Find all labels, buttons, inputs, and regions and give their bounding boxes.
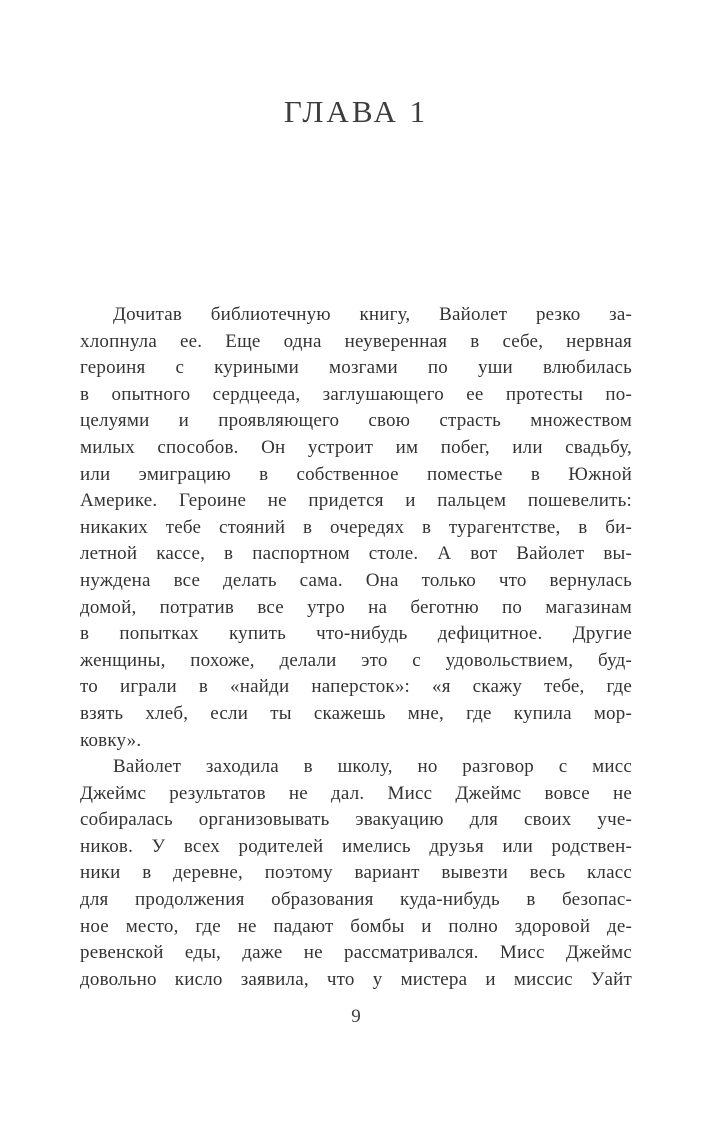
text-line: ковку».	[80, 729, 142, 751]
text-line: для продолжения образования куда-нибудь в безопас-	[80, 889, 632, 911]
paragraph	[80, 754, 632, 993]
text-line: Джеймс результатов не дал. Мисс Джеймс вовсе не	[80, 782, 632, 804]
text-line: целуями и проявляющего свою страсть множеством	[80, 410, 632, 432]
text-line: женщины, похоже, делали это с удовольствием, буд-	[80, 649, 632, 671]
text-line: ревенской еды, даже не рассматривался. Мисс Джеймс	[80, 942, 632, 964]
text-line: милых способов. Он устроит им побег, или свадьбу,	[80, 436, 632, 458]
text-line: или эмиграцию в собственное поместье в Южной	[80, 463, 632, 485]
text-line: ников. У всех родителей имелись друзья или родствен-	[80, 835, 632, 857]
text-line: хлопнула ее. Еще одна неуверенная в себе, нервная	[80, 330, 632, 352]
text-line: в попытках купить что-нибудь дефицитное. Другие	[80, 623, 632, 645]
text-line: Дочитав библиотечную книгу, Вайолет резко за-	[113, 304, 632, 325]
text-line: Вайолет заходила в школу, но разговор с мисс	[113, 756, 632, 778]
text-line: довольно кисло заявила, что у мистера и миссис Уайт	[80, 968, 632, 990]
text-line: нуждена все делать сама. Она только что вернулась	[80, 569, 632, 591]
text-line: героиня с куриными мозгами по уши влюбилась	[80, 357, 632, 379]
chapter-heading: ГЛАВА 1	[283, 94, 429, 129]
text-line: то играли в «найди наперсток»: «я скажу тебе, где	[80, 676, 632, 698]
paragraph	[80, 302, 632, 754]
text-line: летной кассе, в паспортном столе. А вот Вайолет вы-	[80, 543, 632, 565]
text-line: Америке. Героине не придется и пальцем пошевелить:	[80, 490, 632, 512]
text-line: домой, потратив все утро на беготню по магазинам	[80, 596, 632, 618]
body-text-block	[80, 302, 632, 993]
page-number: 9	[351, 1006, 361, 1027]
text-line: собиралась организовывать эвакуацию для своих уче-	[80, 809, 632, 831]
text-line: взять хлеб, если ты скажешь мне, где купила мор-	[80, 702, 632, 724]
text-line: ное место, где не падают бомбы и полно здоровой де-	[80, 915, 632, 937]
text-line: в опытного сердцееда, заглушающего ее протесты по-	[80, 383, 632, 405]
text-line: ники в деревне, поэтому вариант вывезти весь класс	[80, 862, 632, 884]
text-line: никаких тебе стояний в очередях в турагентстве, в би-	[80, 516, 632, 538]
